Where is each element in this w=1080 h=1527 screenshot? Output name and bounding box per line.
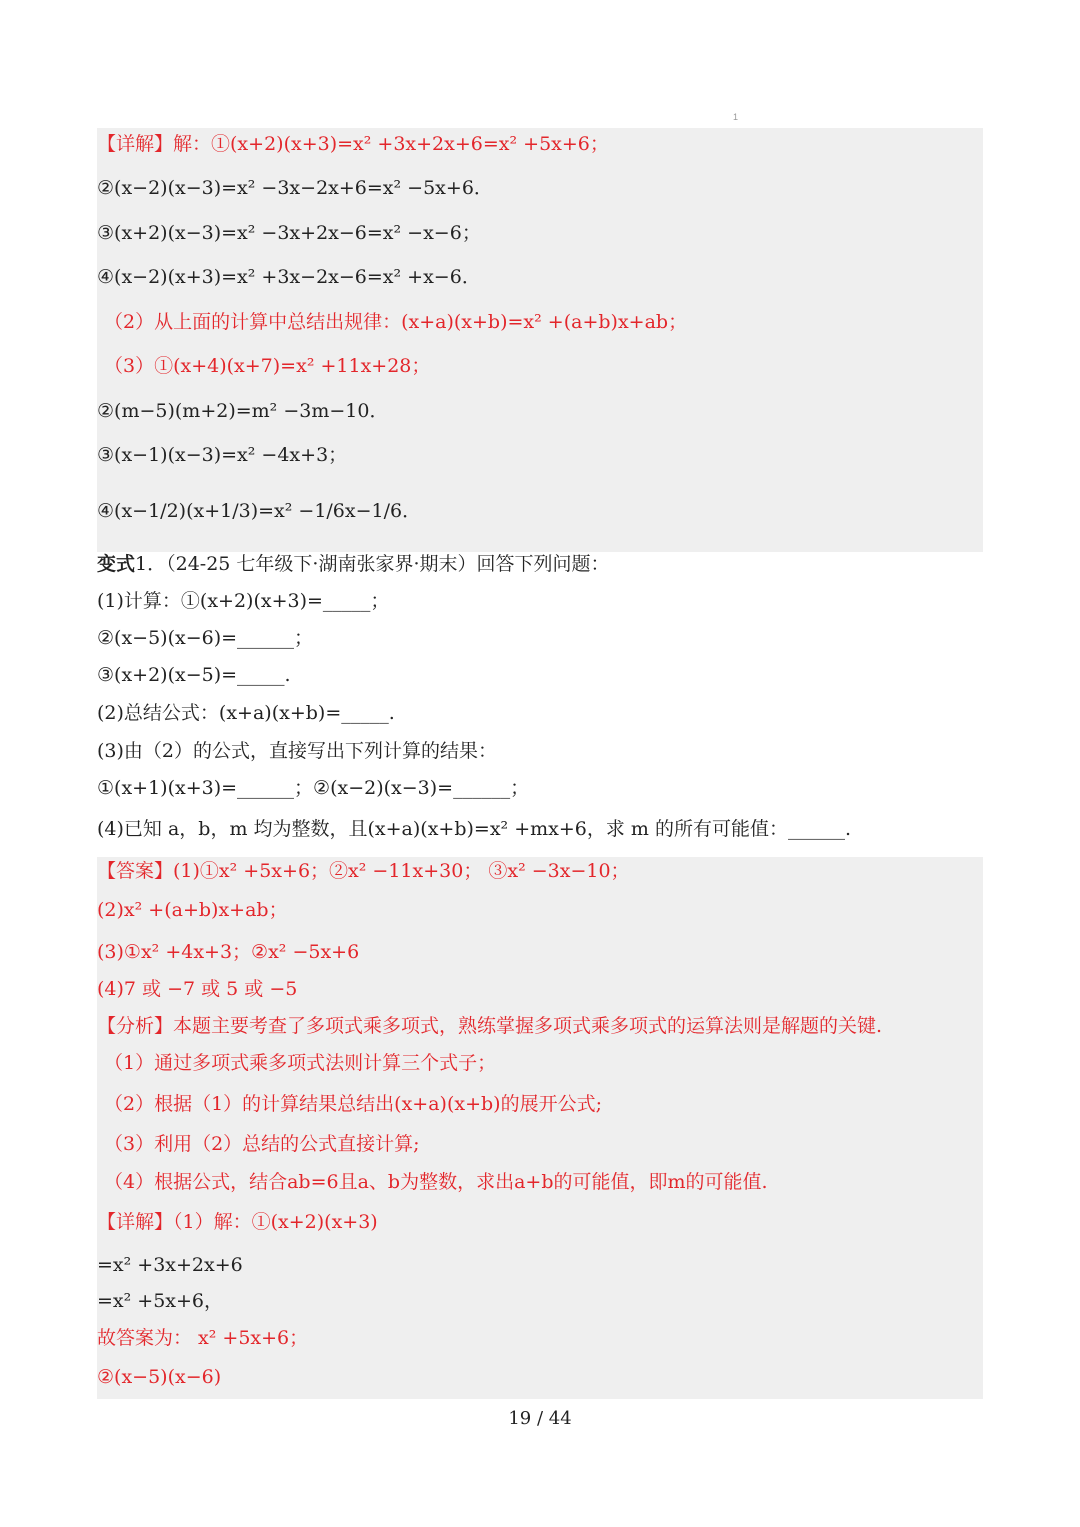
problem-line-1: (1)计算：①(x+2)(x+3)=_____； [97, 590, 390, 612]
detail-line [97, 1208, 987, 1236]
solution-line-6: （3）①(x+4)(x+7)=x² +11x+28； [104, 355, 431, 377]
solution-line-4: ④(x−2)(x+3)=x² +3x−2x−6=x² +x−6． [97, 266, 481, 288]
solution-line-3: ③(x+2)(x−3)=x² −3x+2x−6=x² −x−6； [97, 222, 481, 244]
analysis-item-2: （2）根据（1）的计算结果总结出(x+a)(x+b)的展开公式; [104, 1093, 602, 1115]
answer-line-1 [97, 857, 987, 885]
problem-intro: 1．（24-25 七年级下·湖南张家界·期末）回答下列问题： [135, 553, 610, 575]
analysis-item-3: （3）利用（2）总结的公式直接计算; [104, 1133, 420, 1155]
solution-line-2: ②(x−2)(x−3)=x² −3x−2x+6=x² −5x+6． [97, 177, 493, 199]
problem-line-2: ②(x−5)(x−6)=______； [97, 627, 314, 649]
answer-label: 【答案】 [97, 860, 174, 882]
analysis-line [97, 1012, 987, 1040]
analysis-text: 本题主要考查了多项式乘多项式，熟练掌握多项式乘多项式的运算法则是解题的关键. [173, 1015, 883, 1037]
answer-line-3: (3)①x² +4x+3；②x² −5x+6 [97, 941, 360, 963]
page-number: 19 / 44 [508, 1408, 572, 1429]
detail-step-3: 故答案为： x² +5x+6； [97, 1327, 309, 1349]
problem-line-4: (2)总结公式：(x+a)(x+b)=_____. [97, 702, 395, 724]
solution-line-5: （2）从上面的计算中总结出规律：(x+a)(x+b)=x² +(a+b)x+ab； [104, 311, 688, 333]
solution-line-1 [97, 130, 987, 158]
solution-line-9: ④(x−1/2)(x+1/3)=x² −1/6x−1/6． [97, 500, 422, 522]
analysis-label: 【分析】 [97, 1015, 174, 1037]
answer-line-1-text: (1)①x² +5x+6；②x² −11x+30； ③x² −3x−10； [173, 860, 630, 882]
detail-first: （1）解：①(x+2)(x+3) [173, 1211, 378, 1233]
problem-label: 变式 [97, 553, 136, 575]
solution-line-1-text: 解：①(x+2)(x+3)=x² +3x+2x+6=x² +5x+6； [173, 133, 609, 155]
answer-line-2: (2)x² +(a+b)x+ab； [97, 899, 288, 921]
detail-label: 【详解】 [97, 133, 174, 155]
detail-step-1: =x² +3x+2x+6 [97, 1254, 243, 1276]
problem-heading [97, 550, 987, 578]
detail-step-4: ②(x−5)(x−6) [97, 1366, 222, 1388]
detail-label-2: 【详解】 [97, 1211, 174, 1233]
problem-line-5: (3)由（2）的公式，直接写出下列计算的结果： [97, 740, 498, 762]
problem-line-6: ①(x+1)(x+3)=______；②(x−2)(x−3)=______； [97, 777, 530, 799]
solution-line-8: ③(x−1)(x−3)=x² −4x+3； [97, 444, 348, 466]
answer-line-4: (4)7 或 −7 或 5 或 −5 [97, 978, 298, 1000]
problem-line-7: (4)已知 a，b，m 均为整数，且(x+a)(x+b)=x² +mx+6，求 m 的所有可能值：______. [97, 818, 851, 840]
solution-line-7: ②(m−5)(m+2)=m² −3m−10． [97, 400, 389, 422]
detail-step-2: =x² +5x+6， [97, 1290, 224, 1312]
header-mark: 1 [733, 112, 739, 122]
analysis-item-1: （1）通过多项式乘多项式法则计算三个式子； [104, 1052, 497, 1074]
analysis-item-4: （4）根据公式，结合ab=6且a、b为整数，求出a+b的可能值，即m的可能值. [104, 1171, 768, 1193]
problem-line-3: ③(x+2)(x−5)=_____. [97, 664, 291, 686]
